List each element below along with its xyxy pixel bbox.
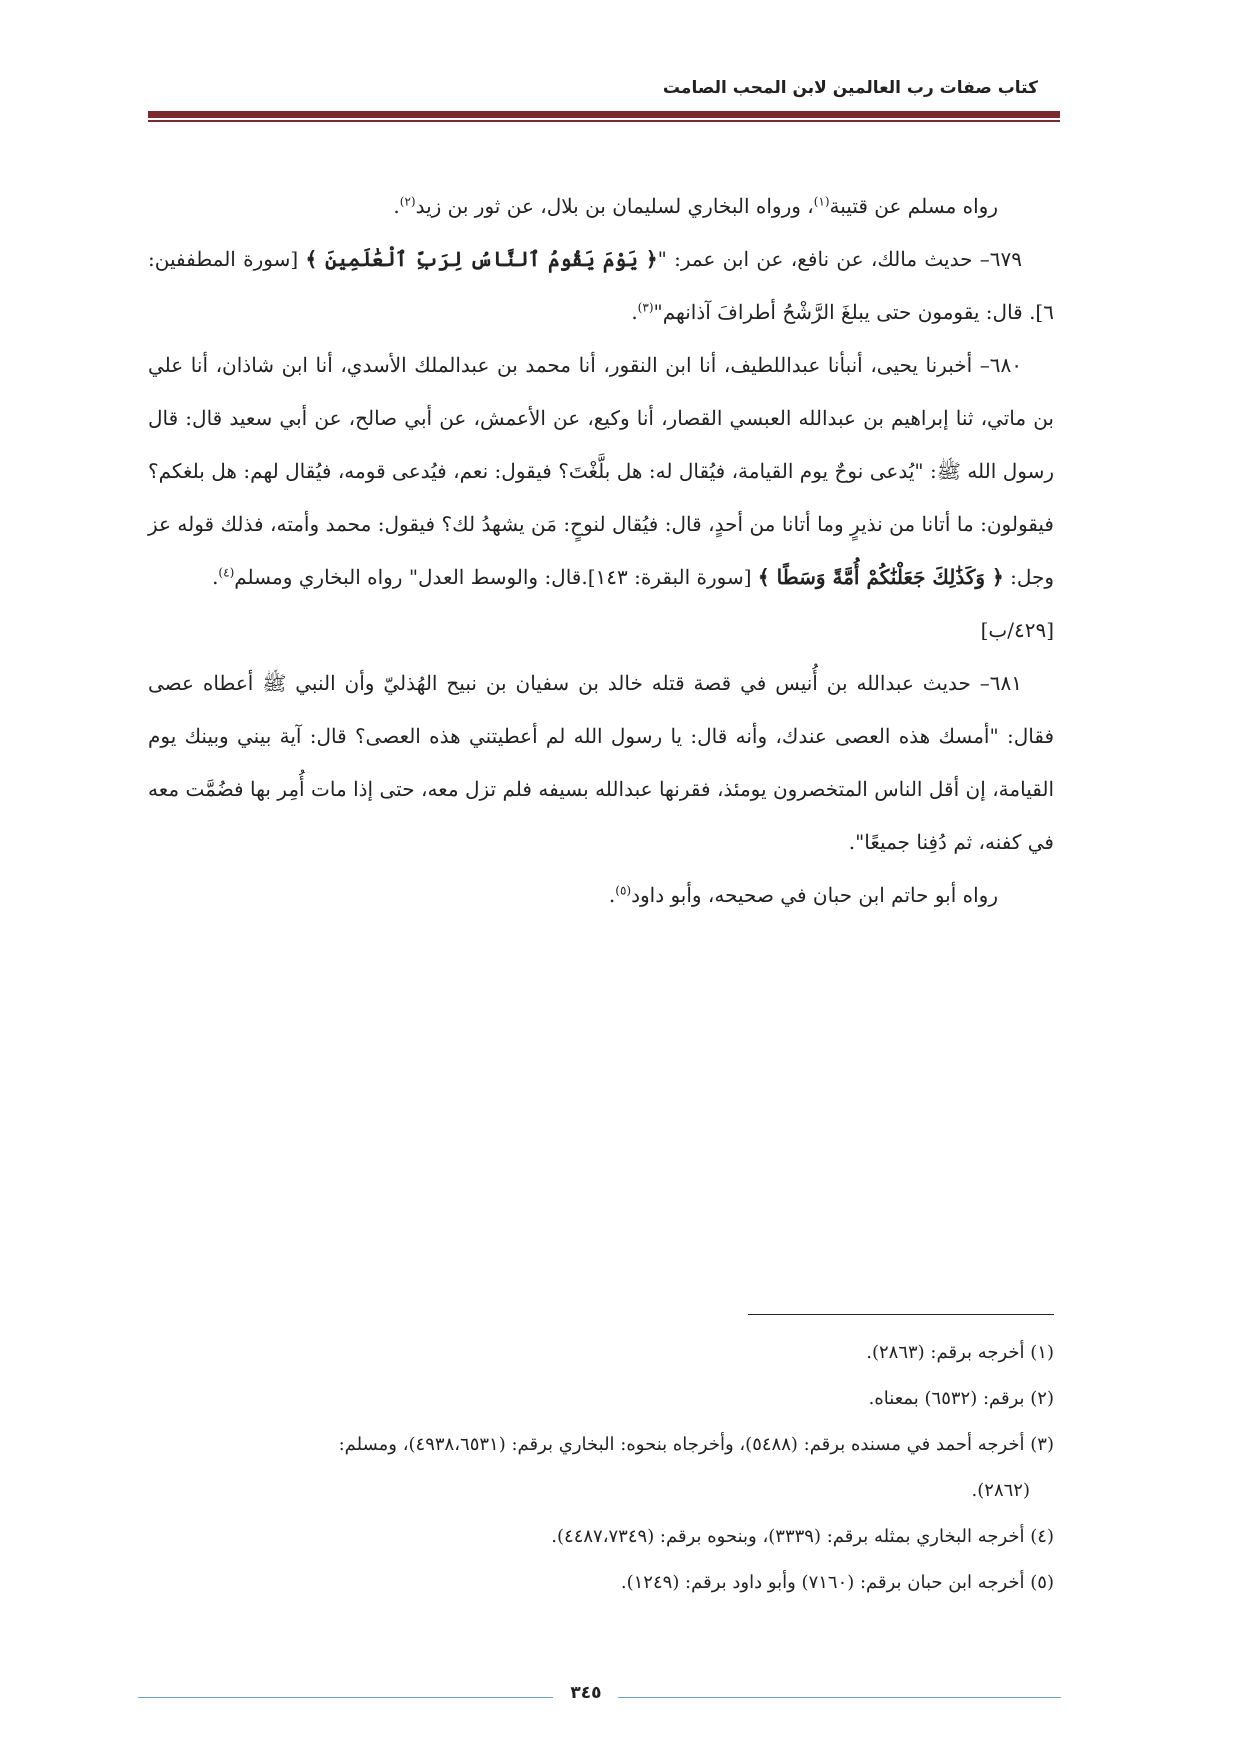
text-run: [سورة المطففين: ٦]. قال: يقومون حتى يبلغَ الرَّشْحُ أطرافَ آذانهم" <box>148 247 1054 324</box>
footnote-marker-3[interactable]: (٣) <box>637 300 654 315</box>
paragraph-hadith-681: ٦٨١– حديث عبدالله بن أُنيس في قصة قتله خالد بن سفيان بن نبيح الهُذليّ وأن النبي ﷺ أعطاه عصى فقال: "أمسك هذه العصى عندك، وأنه قال: يا رسول الله لم أعطيتني هذه العصى؟ قال: آية بيني وبينك يوم القيامة، إن أقل الناس المتخصرون يومئذ، فقرنها عبدالله بسيفه فلم تزل معه، حتى إذا مات أُمِر بها فضُمَّت معه في كفنه، ثم دُفِنا جميعًا". <box>148 671 1054 854</box>
text-run: ، ورواه البخاري لسليمان بن بلال، عن ثور بن زيد <box>415 194 814 218</box>
paragraph-narration-1 <box>148 180 1054 233</box>
quran-verse: ﴿ يَوْمَ يَقُومُ ٱلنَّاسُ لِرَبِّ ٱلْعَٰلَمِينَ ﴾ <box>305 247 658 271</box>
text-run: رواه مسلم عن قتيبة <box>829 194 998 218</box>
footnote-2: (٢) برقم: (٦٥٣٢) بمعناه. <box>868 1388 1054 1409</box>
main-text <box>148 180 1054 922</box>
footnotes <box>148 1330 1054 1606</box>
header-rule-thick <box>148 111 1060 118</box>
footer-rule-right <box>618 1697 1061 1698</box>
text-run: ٦٨٠– أخبرنا يحيى، أنبأنا عبداللطيف، أنا ابن النقور، أنا محمد بن عبدالملك الأسدي، أنا ابن شاذان، أنا علي بن ماتي، ثنا إبراهيم بن عبدالله العبسي القصار، أنا وكيع، عن الأعمش، عن أبي صالح، عن أبي سعيد قال: قال رسول الله ﷺ: "يُدعى نوحٌ يوم القيامة، فيُقال له: هل بلَّغْتَ؟ فيقول: نعم، فيُدعى قومه، فيُقال لهم: هل بلغكم؟ فيقولون: ما أتانا من نذيرٍ وما أتانا من أحدٍ، قال: فيُقال لنوحٍ: مَن يشهدُ لك؟ فيقول: محمد وأمته، فذلك قوله عز وجل: <box>148 353 1054 589</box>
footnote-5: (٥) أخرجه ابن حبان برقم: (٧١٦٠) وأبو داود برقم: (١٢٤٩). <box>620 1572 1054 1593</box>
footnote-3: (٣) أخرجه أحمد في مسنده برقم: (٥٤٨٨)، وأخرجاه بنحوه: البخاري برقم: (٤٩٣٨،٦٥٣١)، ومسلم: <box>338 1434 1054 1455</box>
text-run: [سورة البقرة: ١٤٣].قال: والوسط العدل" رواه البخاري ومسلم <box>234 565 758 589</box>
footer-rule-left <box>138 1697 553 1698</box>
footnote-marker-4[interactable]: (٤) <box>218 565 235 580</box>
footnote-marker-1[interactable]: (١) <box>813 194 830 209</box>
footnote-3-continued: (٢٨٦٢). <box>971 1480 1030 1501</box>
page-number: ٣٤٥ <box>570 1683 602 1703</box>
manuscript-page-reference <box>148 604 1054 657</box>
text-run: . <box>393 194 400 218</box>
footnote-4: (٤) أخرجه البخاري بمثله برقم: (٣٣٣٩)، وبنحوه برقم: (٤٤٨٧،٧٣٤٩). <box>551 1526 1054 1547</box>
text-run: ٦٧٩– حديث مالك، عن نافع، عن ابن عمر: " <box>657 247 1022 271</box>
text-run: . <box>608 883 616 907</box>
paragraph-hadith-680 <box>148 339 1054 604</box>
text-run: . <box>631 300 638 324</box>
paragraph-hadith-679 <box>148 233 1054 339</box>
header-rule-thin <box>148 120 1060 122</box>
text-run: رواه أبو حاتم ابن حبان في صحيحه، وأبو داود <box>631 883 998 907</box>
footnote-marker-5[interactable]: (٥) <box>615 883 632 898</box>
footnote-marker-2[interactable]: (٢) <box>399 194 416 209</box>
paragraph-narration-2 <box>148 869 1054 922</box>
running-header-title: كتاب صفات رب العالمين لابن المحب الصامت <box>662 78 1038 98</box>
footnote-separator <box>748 1314 1054 1315</box>
quran-verse: ﴿ وَكَذَٰلِكَ جَعَلْنَٰكُمْ أُمَّةً وَسَطًا ﴾ <box>757 565 1004 589</box>
text-run: . <box>212 565 219 589</box>
footnote-1: (١) أخرجه برقم: (٢٨٦٣). <box>866 1342 1054 1363</box>
page-ref-text: [٤٢٩/ب] <box>980 618 1054 642</box>
